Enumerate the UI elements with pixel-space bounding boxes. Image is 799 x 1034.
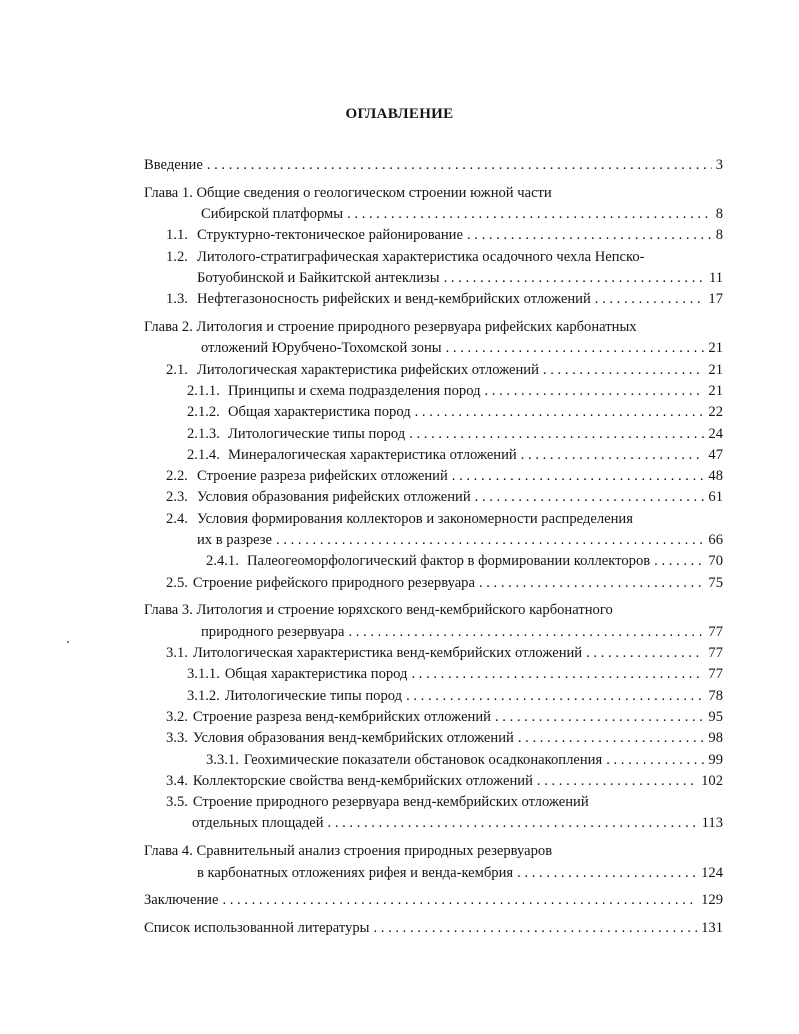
entry-title: Условия образования рифейских отложений (197, 489, 471, 506)
page-number: 11 (708, 269, 723, 286)
toc-entry[interactable] (144, 225, 723, 246)
entry-title-continuation: отложений Юрубчено-Тохомской зоны (201, 340, 442, 357)
toc-title: ОГЛАВЛЕНИЕ (345, 106, 454, 122)
toc-entry[interactable] (144, 728, 723, 749)
page-number: 75 (708, 574, 723, 591)
dot-leader (207, 155, 712, 176)
entry-title: Строение природного резервуара венд-кембрийских отложений (192, 794, 589, 811)
dot-leader (479, 573, 704, 594)
entry-number: 2.3. (166, 489, 188, 506)
entry-title-continuation: их в разрезе (197, 532, 273, 549)
page-number: 129 (701, 892, 723, 909)
toc-entry[interactable] (144, 247, 723, 268)
toc-entry[interactable] (144, 317, 723, 338)
dot-leader (409, 424, 704, 445)
dot-leader (475, 487, 705, 508)
toc-entry[interactable] (144, 289, 723, 310)
toc-group (144, 183, 723, 311)
page-number: 22 (708, 404, 723, 421)
toc-entry[interactable] (144, 183, 723, 204)
toc-entry[interactable] (144, 600, 723, 621)
entry-title: Общая характеристика пород (228, 404, 411, 421)
entry-title-continuation: в карбонатных отложениях рифея и венда-кембрия (197, 864, 514, 881)
entry-title: Литологическая характеристика рифейских отложений (197, 361, 539, 378)
page-number: 47 (708, 446, 723, 463)
page-number: 3 (715, 157, 723, 173)
toc-entry[interactable] (144, 445, 723, 466)
dot-leader (495, 707, 704, 728)
entry-number: 1.3. (166, 291, 188, 308)
entry-title-continuation: Ботуобинской и Байкитской антеклизы (197, 269, 440, 286)
page-number: 102 (701, 772, 723, 789)
page-number: 21 (708, 382, 723, 399)
toc-entry[interactable] (144, 792, 723, 813)
entry-title: Глава 2. Литология и строение природного резервуара рифейских карбонатных (144, 319, 637, 336)
toc-group (144, 600, 723, 834)
page-number: 77 (708, 645, 723, 662)
dot-leader (537, 771, 697, 792)
page-number: 95 (708, 708, 723, 725)
entry-title: Глава 3. Литология и строение юряхского венд-кембрийского карбонатного (144, 602, 613, 619)
dot-leader (373, 918, 697, 939)
dot-leader (467, 225, 712, 246)
entry-title: Условия образования венд-кембрийских отложений (192, 730, 514, 747)
entry-title: Введение (144, 157, 203, 173)
entry-title: Литологические типы пород (224, 687, 403, 704)
entry-title: Литолого-стратиграфическая характеристика осадочного чехла Непско- (197, 248, 645, 265)
toc-entry[interactable] (144, 424, 723, 445)
toc-entry[interactable] (144, 466, 723, 487)
entry-number: 3.5. (166, 794, 188, 811)
entry-number: 2.1. (166, 361, 188, 378)
dot-leader (276, 530, 704, 551)
dot-leader (452, 466, 705, 487)
toc-entry[interactable] (144, 890, 723, 911)
toc-entry[interactable] (144, 841, 723, 862)
toc-group (144, 155, 723, 176)
page-number: 66 (708, 532, 723, 549)
entry-title: Коллекторские свойства венд-кембрийских отложений (192, 772, 533, 789)
toc-entry[interactable] (144, 918, 723, 939)
entry-number: 3.3. (166, 730, 188, 747)
table-of-contents (144, 155, 723, 946)
toc-entry[interactable] (144, 360, 723, 381)
page-number: 78 (708, 687, 723, 704)
entry-title: Палеогеоморфологический фактор в формировании коллекторов (247, 553, 651, 570)
dot-leader (517, 863, 697, 884)
entry-title: Литологические типы пород (228, 425, 406, 442)
page-number: 24 (708, 425, 723, 442)
entry-title: Общая характеристика пород (224, 666, 408, 683)
entry-title: Нефтегазоносность рифейских и венд-кембрийских отложений (197, 291, 591, 308)
page-number: 48 (708, 468, 723, 485)
entry-title: Глава 1. Общие сведения о геологическом строении южной части (144, 184, 552, 201)
toc-entry-continuation[interactable] (144, 622, 723, 643)
toc-entry[interactable] (144, 402, 723, 423)
entry-title: Условия формирования коллекторов и закономерности распределения (197, 510, 633, 527)
dot-leader (328, 813, 698, 834)
entry-title-continuation: отдельных площадей (192, 815, 324, 832)
toc-group (144, 890, 723, 911)
entry-number: 3.4. (166, 772, 188, 789)
page-number: 21 (708, 361, 723, 378)
toc-entry-continuation[interactable] (144, 530, 723, 551)
page-number: 131 (701, 920, 723, 937)
dot-leader (586, 643, 704, 664)
toc-entry[interactable] (144, 509, 723, 530)
dot-leader (606, 750, 704, 771)
page-number: 77 (708, 666, 723, 683)
dot-leader (411, 664, 704, 685)
toc-entry[interactable] (144, 750, 723, 771)
entry-number: 2.1.3. (187, 425, 220, 442)
toc-entry[interactable] (144, 643, 723, 664)
entry-title: Литологическая характеристика венд-кембрийских отложений (192, 645, 583, 662)
entry-title: Принципы и схема подразделения пород (228, 382, 481, 399)
page-number: 21 (708, 340, 723, 357)
page-number: 17 (708, 291, 723, 308)
dot-leader (406, 686, 704, 707)
entry-number: 2.4.1. (206, 553, 239, 570)
dot-leader (521, 445, 705, 466)
toc-group (144, 841, 723, 884)
page-number: 61 (708, 489, 723, 506)
entry-number: 3.2. (166, 708, 188, 725)
scan-speck (67, 641, 69, 643)
entry-number: 2.2. (166, 468, 188, 485)
dot-leader (347, 204, 712, 225)
page-number: 99 (708, 751, 723, 768)
dot-leader (444, 268, 705, 289)
entry-title: Строение рифейского природного резервуара (192, 574, 475, 591)
dot-leader (518, 728, 705, 749)
toc-entry[interactable] (144, 686, 723, 707)
toc-entry[interactable] (144, 573, 723, 594)
entry-title: Глава 4. Сравнительный анализ строения природных резервуаров (144, 843, 553, 860)
entry-number: 3.1.2. (187, 687, 220, 704)
toc-entry-continuation[interactable] (144, 863, 723, 884)
toc-group (144, 317, 723, 594)
page-number: 8 (715, 227, 723, 244)
page-number: 124 (701, 864, 723, 881)
toc-entry-continuation[interactable] (144, 204, 723, 225)
toc-entry[interactable] (144, 487, 723, 508)
page-number: 70 (708, 553, 723, 570)
entry-title-continuation: Сибирской платформы (201, 206, 344, 223)
entry-title: Геохимические показатели обстановок осадконакопления (243, 751, 603, 768)
toc-entry[interactable] (144, 664, 723, 685)
toc-entry[interactable] (144, 771, 723, 792)
entry-number: 3.1. (166, 645, 188, 662)
toc-entry[interactable] (144, 551, 723, 572)
toc-entry[interactable] (144, 707, 723, 728)
dot-leader (485, 381, 705, 402)
entry-number: 3.1.1. (187, 666, 220, 683)
dot-leader (595, 289, 705, 310)
page-number: 77 (708, 623, 723, 640)
dot-leader (415, 402, 705, 423)
toc-entry-continuation[interactable] (144, 268, 723, 289)
toc-entry-continuation[interactable] (144, 338, 723, 359)
page-number: 113 (701, 815, 723, 832)
entry-title: Строение разреза венд-кембрийских отложений (192, 708, 491, 725)
dot-leader (446, 338, 705, 359)
toc-group (144, 918, 723, 939)
entry-number: 1.1. (166, 227, 188, 244)
entry-title: Структурно-тектоническое районирование (197, 227, 463, 244)
toc-entry[interactable] (144, 381, 723, 402)
dot-leader (348, 622, 704, 643)
entry-number: 2.1.1. (187, 382, 220, 399)
entry-number: 2.5. (166, 574, 188, 591)
entry-number: 2.4. (166, 510, 188, 527)
entry-title: Список использованной литературы (144, 920, 370, 937)
page-number: 8 (715, 206, 723, 223)
toc-entry-continuation[interactable] (144, 813, 723, 834)
entry-title-continuation: природного резервуара (201, 623, 345, 640)
toc-entry[interactable] (144, 155, 723, 176)
dot-leader (222, 890, 697, 911)
entry-number: 2.1.2. (187, 404, 220, 421)
entry-number: 3.3.1. (206, 751, 239, 768)
entry-title: Минералогическая характеристика отложений (228, 446, 517, 463)
entry-title: Строение разреза рифейских отложений (197, 468, 448, 485)
dot-leader (543, 360, 704, 381)
entry-number: 1.2. (166, 248, 188, 265)
entry-title: Заключение (144, 892, 219, 909)
page-number: 98 (708, 730, 723, 747)
dot-leader (654, 551, 704, 572)
entry-number: 2.1.4. (187, 446, 220, 463)
